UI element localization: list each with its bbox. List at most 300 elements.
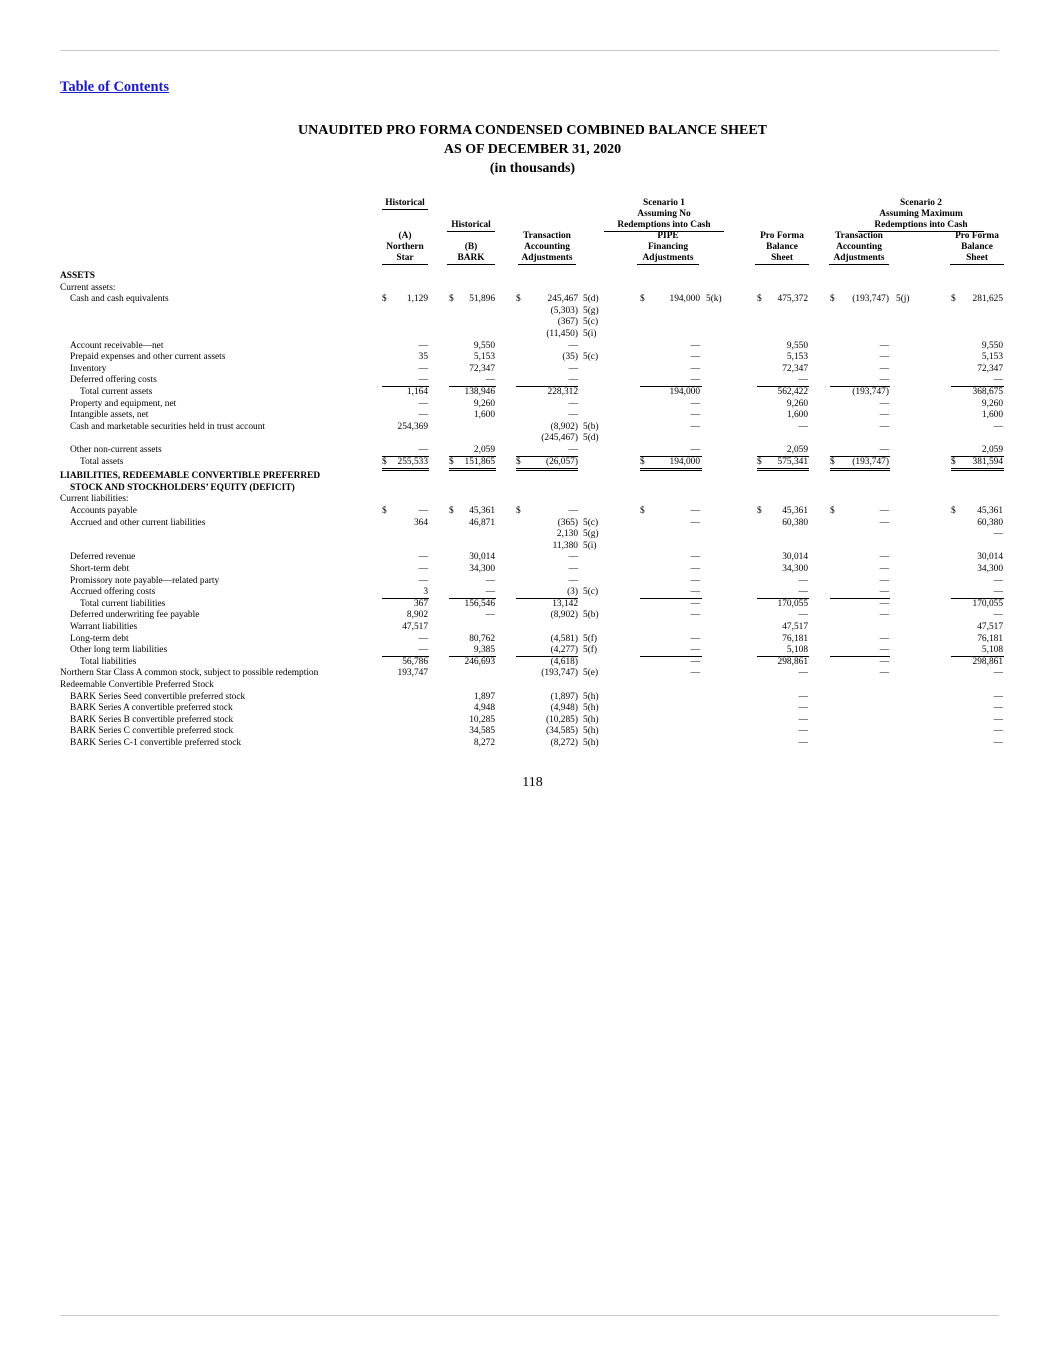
note-reference: 5(i) [583,540,597,551]
cell-value: — [568,375,578,386]
cell-value: (245,467) [541,433,578,444]
table-rule [516,468,578,469]
cell-value: 72,347 [977,363,1003,374]
row-label: Cash and marketable securities held in trust account [70,421,265,432]
cell-value: — [690,363,700,374]
row-label: Warrant liabilities [70,622,138,632]
cell-value: 9,550 [786,340,808,351]
row-label: Other non-current assets [70,445,162,455]
cell-value: — [879,517,889,528]
page-subtitle-units: (in thousands) [489,161,576,176]
dollar-sign: $ [640,506,645,516]
row-label: Current assets: [60,282,116,293]
cell-value: — [879,645,889,656]
dollar-sign: $ [449,294,454,305]
cell-value: 1,129 [406,294,428,305]
cell-value: — [690,410,700,421]
cell-value: — [418,398,428,409]
cell-value: 5,108 [786,645,808,656]
cell-value: — [568,398,578,409]
cell-value: — [879,564,889,574]
cell-value: — [879,656,889,667]
cell-value: 255,533 [397,456,428,467]
column-header: Historical [447,220,495,232]
note-reference: 5(h) [583,691,599,702]
cell-value: — [879,363,889,374]
cell-value: — [690,340,700,351]
cell-value: 47,517 [977,622,1003,632]
cell-value: (193,747) [852,456,889,467]
cell-value: — [690,575,700,586]
row-label: Current liabilities: [60,494,129,505]
note-reference: 5(h) [583,726,599,737]
table-rule [516,470,578,471]
cell-value: — [568,410,578,421]
cell-value: 46,871 [469,517,495,528]
cell-value: — [993,610,1003,621]
cell-value: 2,059 [786,445,808,455]
dollar-sign: $ [757,506,762,516]
cell-value: (4,277) [550,645,578,656]
cell-value: — [568,564,578,574]
cell-value: 11,380 [552,540,578,551]
cell-value: (5,303) [550,305,578,316]
cell-value: 76,181 [782,633,808,644]
row-label: Intangible assets, net [70,410,149,421]
cell-value: 60,380 [782,517,808,528]
cell-value: 51,896 [469,294,495,305]
note-reference: 5(h) [583,714,599,725]
cell-value: 9,260 [786,398,808,409]
column-header: (B) [464,242,478,252]
cell-value: — [798,714,808,725]
cell-value: 170,055 [972,598,1003,609]
scenario-header: Redemptions into Cash [858,220,984,232]
cell-value: — [879,610,889,621]
cell-value: — [879,410,889,421]
column-header: (A) [398,231,412,241]
cell-value: (10,285) [545,714,578,725]
page-subtitle-date: AS OF DECEMBER 31, 2020 [443,142,622,157]
column-header: Adjustments [637,253,699,265]
row-label: Deferred revenue [70,552,136,563]
row-label: Prepaid expenses and other current assets [70,352,226,363]
cell-value: — [879,552,889,563]
table-rule [640,470,702,471]
section-heading: ASSETS [60,271,95,281]
dollar-sign: $ [640,456,645,467]
cell-value: (4,618) [550,656,578,667]
note-reference: 5(b) [583,610,599,621]
dollar-sign: $ [757,294,762,305]
section-heading: LIABILITIES, REDEEMABLE CONVERTIBLE PREFERRED [60,471,321,482]
cell-value: — [879,506,889,516]
cell-value: 30,014 [977,552,1003,563]
dollar-sign: $ [382,456,387,467]
cell-value: — [690,398,700,409]
cell-value: 5,153 [786,352,808,363]
balance-sheet-table [0,198,1055,768]
cell-value: — [690,633,700,644]
table-rule [830,468,890,469]
scenario-header: Scenario 1 [643,198,685,208]
cell-value: 298,861 [777,656,808,667]
cell-value: 194,000 [669,294,700,305]
row-label: Redeemable Convertible Preferred Stock [60,680,214,690]
column-header: Accounting [836,242,882,252]
cell-value: 368,675 [972,387,1003,397]
cell-value: — [879,633,889,644]
note-reference: 5(c) [583,317,599,328]
table-rule [640,468,702,469]
page-number: 118 [522,775,543,790]
cell-value: 194,000 [669,456,700,467]
cell-value: 76,181 [977,633,1003,644]
table-rule [382,470,429,471]
cell-value: 30,014 [782,552,808,563]
note-reference: 5(j) [896,294,910,305]
row-label: Inventory [70,363,107,374]
cell-value: — [485,375,495,386]
top-rule [60,50,999,51]
cell-value: 138,946 [464,387,495,397]
cell-value: 2,059 [473,445,495,455]
row-label: Property and equipment, net [70,398,177,409]
cell-value: 47,517 [402,622,428,632]
cell-value: 13,142 [552,598,578,609]
cell-value: — [993,587,1003,598]
column-header: Sheet [950,253,1004,265]
page-title: UNAUDITED PRO FORMA CONDENSED COMBINED BALANCE SHEET [297,123,768,138]
scenario-header: Assuming Maximum [879,209,963,219]
cell-value: — [418,445,428,455]
note-reference: 5(b) [583,421,599,432]
cell-value: — [568,363,578,374]
row-label: Deferred underwriting fee payable [70,610,200,621]
cell-value: (8,272) [550,738,578,748]
cell-value: — [690,352,700,363]
dollar-sign: $ [449,456,454,467]
note-reference: 5(d) [583,433,599,444]
dollar-sign: $ [757,456,762,467]
row-label: BARK Series Seed convertible preferred stock [70,691,246,702]
cell-value: 45,361 [977,506,1003,516]
cell-value: — [690,375,700,386]
cell-value: — [690,587,700,598]
cell-value: 9,260 [473,398,495,409]
cell-value: 80,762 [469,633,495,644]
note-reference: 5(f) [583,633,598,644]
cell-value: — [568,552,578,563]
row-label: Accounts payable [70,506,137,516]
cell-value: 156,546 [464,598,495,609]
cell-value: 151,865 [464,456,495,467]
row-label: Total current liabilities [80,598,166,609]
column-header: Financing [647,242,689,252]
cell-value: 298,861 [972,656,1003,667]
cell-value: 10,285 [469,714,495,725]
cell-value: 2,059 [981,445,1003,455]
cell-value: — [993,738,1003,748]
column-header: Star [382,253,428,265]
cell-value: — [690,656,700,667]
cell-value: (193,747) [852,294,889,305]
note-reference: 5(i) [583,329,597,339]
cell-value: — [485,575,495,586]
dollar-sign: $ [830,506,835,516]
cell-value: — [568,445,578,455]
dollar-sign: $ [516,294,521,305]
scenario-header: Assuming No [637,209,691,219]
cell-value: — [879,340,889,351]
cell-value: — [568,575,578,586]
cell-value: — [993,575,1003,586]
cell-value: 8,272 [473,738,495,748]
cell-value: — [879,598,889,609]
row-label: Cash and cash equivalents [70,294,169,305]
table-rule [382,468,429,469]
cell-value: 9,260 [981,398,1003,409]
dollar-sign: $ [449,506,454,516]
note-reference: 5(c) [583,352,599,363]
table-of-contents-link[interactable]: Table of Contents [60,79,170,95]
cell-value: 228,312 [547,387,578,397]
cell-value: 34,300 [977,564,1003,574]
column-header: Balance [766,242,798,252]
column-header: Adjustments [829,253,889,265]
cell-value: 30,014 [469,552,495,563]
cell-value: 381,594 [972,456,1003,467]
cell-value: (1,897) [550,691,578,702]
row-label: Northern Star Class A common stock, subject to possible redemption [60,668,319,679]
cell-value: 170,055 [777,598,808,609]
cell-value: — [993,714,1003,725]
row-label: Long-term debt [70,633,129,644]
cell-value: 254,369 [397,421,428,432]
cell-value: — [993,375,1003,386]
cell-value: (4,581) [550,633,578,644]
dollar-sign: $ [830,294,835,305]
cell-value: — [418,340,428,351]
column-header: Pro Forma [955,231,999,241]
cell-value: — [568,340,578,351]
cell-value: (3) [567,587,578,598]
cell-value: 3 [423,587,428,598]
row-label: Account receivable—net [70,340,164,351]
cell-value: 5,153 [473,352,495,363]
cell-value: — [485,587,495,598]
table-rule [757,468,809,469]
cell-value: — [798,726,808,737]
cell-value: 34,585 [469,726,495,737]
row-label: Other long term liabilities [70,645,168,656]
cell-value: 35 [418,352,428,363]
row-label: Accrued offering costs [70,587,156,598]
cell-value: 45,361 [782,506,808,516]
column-header: Transaction [835,231,883,241]
section-heading: STOCK AND STOCKHOLDERS’ EQUITY (DEFICIT) [70,482,295,493]
cell-value: — [418,506,428,516]
row-label: Total current assets [80,387,153,397]
cell-value: — [798,668,808,679]
column-header: PIPE [657,231,679,241]
cell-value: — [993,421,1003,432]
note-reference: 5(g) [583,529,599,540]
note-reference: 5(c) [583,517,599,528]
column-header: Historical [382,198,428,210]
cell-value: 367 [413,598,428,609]
cell-value: (8,902) [550,421,578,432]
cell-value: — [798,421,808,432]
cell-value: (367) [557,317,578,328]
row-label: Short-term debt [70,564,130,574]
cell-value: 194,000 [669,387,700,397]
cell-value: — [690,645,700,656]
cell-value: 9,385 [473,645,495,656]
cell-value: 475,372 [777,294,808,305]
note-reference: 5(g) [583,305,599,316]
table-rule [830,470,890,471]
table-rule [449,468,496,469]
cell-value: — [993,691,1003,702]
cell-value: — [690,598,700,609]
cell-value: 8,902 [406,610,428,621]
cell-value: 9,550 [473,340,495,351]
cell-value: 245,467 [547,294,578,305]
cell-value: — [798,738,808,748]
cell-value: — [485,610,495,621]
cell-value: — [993,703,1003,714]
cell-value: — [993,529,1003,540]
cell-value: 47,517 [782,622,808,632]
cell-value: (365) [557,517,578,528]
cell-value: — [418,410,428,421]
row-label: BARK Series C convertible preferred stock [70,726,234,737]
note-reference: 5(h) [583,738,599,748]
cell-value: — [798,610,808,621]
column-header: Pro Forma [760,231,804,241]
cell-value: — [798,375,808,386]
cell-value: — [690,552,700,563]
cell-value: 34,300 [469,564,495,574]
column-header: Sheet [755,253,809,265]
dollar-sign: $ [516,506,521,516]
cell-value: — [879,668,889,679]
cell-value: — [879,421,889,432]
note-reference: 5(c) [583,587,599,598]
cell-value: — [690,445,700,455]
column-header: Accounting [524,242,570,252]
cell-value: 193,747 [397,668,428,679]
note-reference: 5(f) [583,645,598,656]
row-label: Total liabilities [80,656,137,667]
row-label: Accrued and other current liabilities [70,517,206,528]
table-rule [757,470,809,471]
cell-value: 2,130 [556,529,578,540]
cell-value: — [993,668,1003,679]
cell-value: — [879,587,889,598]
row-label: BARK Series A convertible preferred stock [70,703,233,714]
cell-value: — [879,398,889,409]
cell-value: 575,341 [777,456,808,467]
dollar-sign: $ [516,456,521,467]
row-label: Deferred offering costs [70,375,157,386]
cell-value: 9,550 [981,340,1003,351]
cell-value: — [568,506,578,516]
table-rule [449,470,496,471]
row-label: Total assets [80,456,124,467]
cell-value: — [418,552,428,563]
note-reference: 5(e) [583,668,599,679]
column-header: Balance [961,242,993,252]
cell-value: — [690,421,700,432]
cell-value: — [418,645,428,656]
cell-value: — [798,587,808,598]
cell-value: 72,347 [782,363,808,374]
scenario-header: Redemptions into Cash [604,220,724,232]
column-header: Adjustments [518,253,576,265]
cell-value: — [879,445,889,455]
cell-value: (11,450) [546,329,578,339]
bottom-rule [60,1315,999,1316]
cell-value: 72,347 [469,363,495,374]
column-header: BARK [447,253,495,265]
cell-value: — [418,375,428,386]
note-reference: 5(h) [583,703,599,714]
column-header: Transaction [523,231,571,241]
row-label: Promissory note payable—related party [70,575,220,586]
dollar-sign: $ [382,506,387,516]
dollar-sign: $ [640,294,645,305]
row-label: BARK Series B convertible preferred stock [70,714,234,725]
scenario-header: Scenario 2 [900,198,942,208]
cell-value: (34,585) [545,726,578,737]
cell-value: 1,600 [473,410,495,421]
cell-value: 45,361 [469,506,495,516]
cell-value: — [418,363,428,374]
column-header: Northern [386,242,424,252]
cell-value: 5,108 [981,645,1003,656]
dollar-sign: $ [830,456,835,467]
dollar-sign: $ [382,294,387,305]
cell-value: 246,693 [464,656,495,667]
cell-value: — [690,668,700,679]
note-reference: 5(k) [706,294,722,305]
dollar-sign: $ [951,506,956,516]
cell-value: 562,422 [777,387,808,397]
cell-value: 60,380 [977,517,1003,528]
cell-value: 364 [413,517,428,528]
cell-value: 1,600 [786,410,808,421]
cell-value: — [879,575,889,586]
cell-value: 4,948 [473,703,495,714]
cell-value: — [879,352,889,363]
cell-value: — [798,691,808,702]
cell-value: (8,902) [550,610,578,621]
cell-value: 281,625 [972,294,1003,305]
cell-value: 1,897 [473,691,495,702]
row-label: BARK Series C-1 convertible preferred stock [70,738,242,748]
cell-value: — [690,517,700,528]
cell-value: 5,153 [981,352,1003,363]
cell-value: — [690,564,700,574]
dollar-sign: $ [951,456,956,467]
cell-value: — [690,506,700,516]
cell-value: — [418,575,428,586]
cell-value: (35) [562,352,578,363]
cell-value: — [418,564,428,574]
cell-value: — [879,375,889,386]
